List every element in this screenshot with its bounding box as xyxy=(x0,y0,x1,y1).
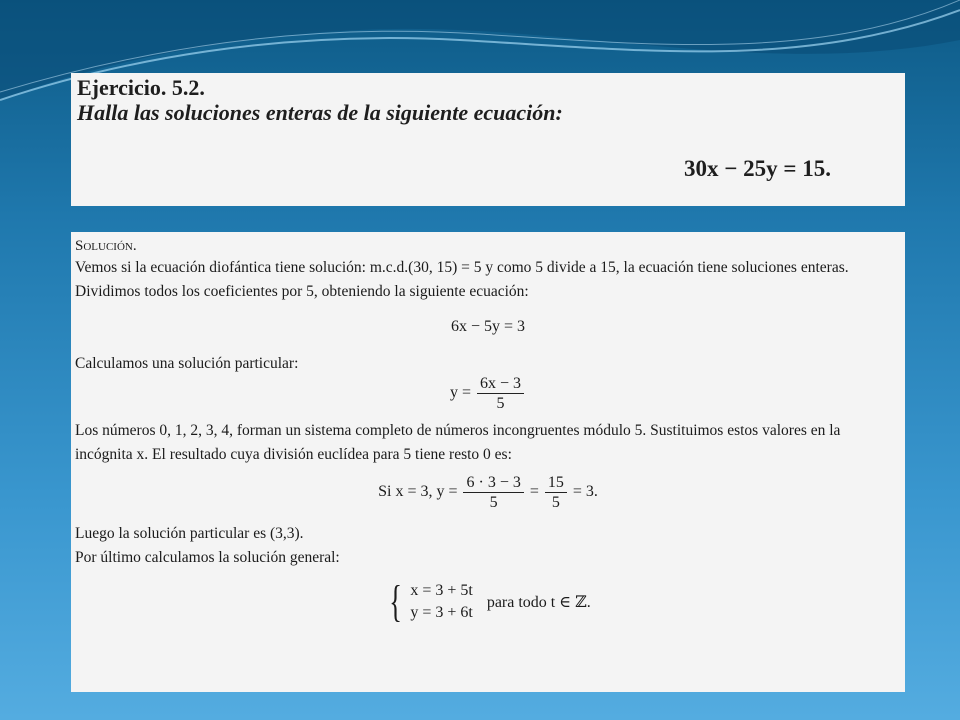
substitution-result: = 3. xyxy=(572,483,598,501)
solution-heading: Solución. xyxy=(75,238,137,254)
left-brace-icon: { xyxy=(389,577,403,626)
particular-formula xyxy=(75,374,901,413)
solution-paragraph-4: Los números 0, 1, 2, 3, 4, forman un sistema completo de números incongruentes módulo 5. Sustituimos estos valores en la incógnita x. El resultado cuya división euclídea para 5 tiene resto 0 es: xyxy=(75,422,841,463)
fraction-denominator: 5 xyxy=(496,395,505,412)
exercise-card xyxy=(71,73,905,206)
solution-paragraph-6: Por último calculamos la solución general: xyxy=(75,549,340,566)
fraction-numerator: 15 xyxy=(545,473,567,493)
exercise-equation: 30x − 25y = 15. xyxy=(684,156,831,181)
system-line-x: x = 3 + 5t xyxy=(410,582,473,599)
general-condition: para todo t ∈ ℤ. xyxy=(486,594,591,611)
general-solution xyxy=(75,577,901,626)
substitution-equation xyxy=(75,473,901,512)
fraction xyxy=(463,473,523,512)
solution-card xyxy=(71,232,905,692)
solution-paragraph-3: Calculamos una solución particular: xyxy=(75,355,299,372)
equals-sign: = xyxy=(529,483,539,501)
fraction xyxy=(477,374,524,413)
equation-system xyxy=(410,580,473,624)
exercise-statement: Halla las soluciones enteras de la siguiente ecuación: xyxy=(77,100,563,125)
fraction-numerator: 6 · 3 − 3 xyxy=(463,473,523,493)
solution-paragraph-2: Dividimos todos los coeficientes por 5, obteniendo la siguiente ecuación: xyxy=(75,283,529,300)
fraction-denominator: 5 xyxy=(551,494,560,511)
fraction-denominator: 5 xyxy=(489,494,498,511)
formula-lhs: y = xyxy=(449,384,471,402)
reduced-equation: 6x − 5y = 3 xyxy=(450,318,526,335)
solution-paragraph-1: Vemos si la ecuación diofántica tiene solución: m.c.d.(30, 15) = 5 y como 5 divide a 15, la ecuación tiene soluciones enteras. xyxy=(75,259,849,276)
fraction xyxy=(545,473,567,512)
system-line-y: y = 3 + 6t xyxy=(410,604,473,621)
fraction-numerator: 6x − 3 xyxy=(477,374,524,394)
exercise-title: Ejercicio. 5.2. xyxy=(77,75,205,100)
substitution-prefix: Si x = 3, y = xyxy=(378,483,458,501)
solution-paragraph-5: Luego la solución particular es (3,3). xyxy=(75,525,304,542)
